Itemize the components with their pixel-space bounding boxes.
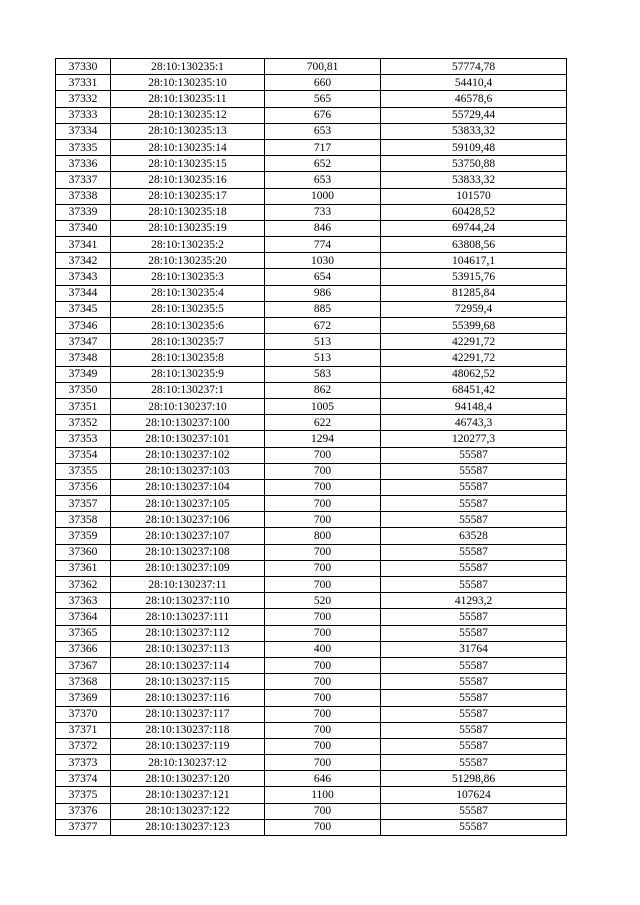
table-row bbox=[56, 787, 567, 803]
value-cell: 55587 bbox=[381, 609, 567, 625]
value-cell: 55587 bbox=[381, 512, 567, 528]
area-cell: 400 bbox=[265, 641, 381, 657]
value-cell: 55587 bbox=[381, 819, 567, 835]
value-cell: 53833,32 bbox=[381, 123, 567, 139]
row-number-cell: 37340 bbox=[56, 220, 111, 236]
row-number-cell: 37368 bbox=[56, 674, 111, 690]
table-row bbox=[56, 447, 567, 463]
cadastral-number-cell: 28:10:130235:10 bbox=[111, 75, 265, 91]
value-cell: 55587 bbox=[381, 674, 567, 690]
row-number-cell: 37356 bbox=[56, 479, 111, 495]
area-cell: 653 bbox=[265, 172, 381, 188]
row-number-cell: 37336 bbox=[56, 156, 111, 172]
value-cell: 53833,32 bbox=[381, 172, 567, 188]
cadastral-number-cell: 28:10:130235:18 bbox=[111, 204, 265, 220]
row-number-cell: 37331 bbox=[56, 75, 111, 91]
value-cell: 101570 bbox=[381, 188, 567, 204]
row-number-cell: 37372 bbox=[56, 738, 111, 754]
row-number-cell: 37374 bbox=[56, 771, 111, 787]
row-number-cell: 37338 bbox=[56, 188, 111, 204]
table-row bbox=[56, 172, 567, 188]
area-cell: 520 bbox=[265, 593, 381, 609]
area-cell: 717 bbox=[265, 139, 381, 155]
cadastral-number-cell: 28:10:130235:12 bbox=[111, 107, 265, 123]
row-number-cell: 37346 bbox=[56, 318, 111, 334]
area-cell: 700 bbox=[265, 609, 381, 625]
value-cell: 55729,44 bbox=[381, 107, 567, 123]
area-cell: 800 bbox=[265, 528, 381, 544]
table-row bbox=[56, 803, 567, 819]
area-cell: 885 bbox=[265, 301, 381, 317]
value-cell: 55587 bbox=[381, 722, 567, 738]
cadastral-number-cell: 28:10:130237:111 bbox=[111, 609, 265, 625]
table-row bbox=[56, 139, 567, 155]
row-number-cell: 37366 bbox=[56, 641, 111, 657]
value-cell: 57774,78 bbox=[381, 59, 567, 75]
cadastral-number-cell: 28:10:130237:104 bbox=[111, 479, 265, 495]
value-cell: 42291,72 bbox=[381, 350, 567, 366]
value-cell: 51298,86 bbox=[381, 771, 567, 787]
table-row bbox=[56, 318, 567, 334]
cadastral-number-cell: 28:10:130235:14 bbox=[111, 139, 265, 155]
table-row bbox=[56, 496, 567, 512]
row-number-cell: 37376 bbox=[56, 803, 111, 819]
value-cell: 55587 bbox=[381, 577, 567, 593]
value-cell: 60428,52 bbox=[381, 204, 567, 220]
row-number-cell: 37337 bbox=[56, 172, 111, 188]
value-cell: 55587 bbox=[381, 803, 567, 819]
data-table bbox=[55, 58, 567, 836]
row-number-cell: 37363 bbox=[56, 593, 111, 609]
table-row bbox=[56, 415, 567, 431]
cadastral-number-cell: 28:10:130235:2 bbox=[111, 237, 265, 253]
area-cell: 700 bbox=[265, 463, 381, 479]
value-cell: 55587 bbox=[381, 560, 567, 576]
area-cell: 774 bbox=[265, 237, 381, 253]
area-cell: 700 bbox=[265, 625, 381, 641]
value-cell: 63808,56 bbox=[381, 237, 567, 253]
cadastral-number-cell: 28:10:130235:20 bbox=[111, 253, 265, 269]
area-cell: 700 bbox=[265, 803, 381, 819]
value-cell: 55587 bbox=[381, 690, 567, 706]
area-cell: 700 bbox=[265, 447, 381, 463]
row-number-cell: 37343 bbox=[56, 269, 111, 285]
row-number-cell: 37342 bbox=[56, 253, 111, 269]
area-cell: 700 bbox=[265, 544, 381, 560]
row-number-cell: 37355 bbox=[56, 463, 111, 479]
area-cell: 622 bbox=[265, 415, 381, 431]
table-row bbox=[56, 722, 567, 738]
row-number-cell: 37347 bbox=[56, 334, 111, 350]
row-number-cell: 37371 bbox=[56, 722, 111, 738]
table-row bbox=[56, 188, 567, 204]
table-row bbox=[56, 59, 567, 75]
area-cell: 653 bbox=[265, 123, 381, 139]
cadastral-number-cell: 28:10:130235:11 bbox=[111, 91, 265, 107]
value-cell: 55587 bbox=[381, 544, 567, 560]
table-row bbox=[56, 237, 567, 253]
cadastral-number-cell: 28:10:130237:120 bbox=[111, 771, 265, 787]
value-cell: 46578,6 bbox=[381, 91, 567, 107]
value-cell: 55587 bbox=[381, 463, 567, 479]
cadastral-number-cell: 28:10:130237:117 bbox=[111, 706, 265, 722]
table-row bbox=[56, 463, 567, 479]
cadastral-number-cell: 28:10:130237:119 bbox=[111, 738, 265, 754]
value-cell: 68451,42 bbox=[381, 382, 567, 398]
cadastral-number-cell: 28:10:130235:7 bbox=[111, 334, 265, 350]
value-cell: 94148,4 bbox=[381, 398, 567, 414]
cadastral-number-cell: 28:10:130237:121 bbox=[111, 787, 265, 803]
cadastral-number-cell: 28:10:130237:101 bbox=[111, 431, 265, 447]
table-row bbox=[56, 220, 567, 236]
area-cell: 700 bbox=[265, 512, 381, 528]
table-row bbox=[56, 755, 567, 771]
cadastral-number-cell: 28:10:130237:115 bbox=[111, 674, 265, 690]
area-cell: 700 bbox=[265, 755, 381, 771]
table-row bbox=[56, 366, 567, 382]
table-row bbox=[56, 528, 567, 544]
table-row bbox=[56, 301, 567, 317]
row-number-cell: 37332 bbox=[56, 91, 111, 107]
cadastral-number-cell: 28:10:130235:5 bbox=[111, 301, 265, 317]
table-row bbox=[56, 285, 567, 301]
cadastral-number-cell: 28:10:130237:10 bbox=[111, 398, 265, 414]
area-cell: 986 bbox=[265, 285, 381, 301]
cadastral-number-cell: 28:10:130237:106 bbox=[111, 512, 265, 528]
row-number-cell: 37330 bbox=[56, 59, 111, 75]
value-cell: 55399,68 bbox=[381, 318, 567, 334]
table-row bbox=[56, 156, 567, 172]
area-cell: 700 bbox=[265, 479, 381, 495]
table-row bbox=[56, 577, 567, 593]
area-cell: 646 bbox=[265, 771, 381, 787]
cadastral-number-cell: 28:10:130235:9 bbox=[111, 366, 265, 382]
table-row bbox=[56, 350, 567, 366]
row-number-cell: 37345 bbox=[56, 301, 111, 317]
area-cell: 676 bbox=[265, 107, 381, 123]
area-cell: 700,81 bbox=[265, 59, 381, 75]
area-cell: 862 bbox=[265, 382, 381, 398]
area-cell: 700 bbox=[265, 722, 381, 738]
value-cell: 63528 bbox=[381, 528, 567, 544]
table-row bbox=[56, 609, 567, 625]
table-row bbox=[56, 334, 567, 350]
area-cell: 700 bbox=[265, 560, 381, 576]
table-row bbox=[56, 560, 567, 576]
area-cell: 700 bbox=[265, 657, 381, 673]
value-cell: 104617,1 bbox=[381, 253, 567, 269]
table-row bbox=[56, 398, 567, 414]
area-cell: 513 bbox=[265, 350, 381, 366]
cadastral-number-cell: 28:10:130237:110 bbox=[111, 593, 265, 609]
row-number-cell: 37357 bbox=[56, 496, 111, 512]
cadastral-number-cell: 28:10:130237:105 bbox=[111, 496, 265, 512]
row-number-cell: 37360 bbox=[56, 544, 111, 560]
row-number-cell: 37335 bbox=[56, 139, 111, 155]
value-cell: 55587 bbox=[381, 706, 567, 722]
value-cell: 59109,48 bbox=[381, 139, 567, 155]
table-row bbox=[56, 204, 567, 220]
area-cell: 660 bbox=[265, 75, 381, 91]
cadastral-number-cell: 28:10:130237:114 bbox=[111, 657, 265, 673]
value-cell: 48062,52 bbox=[381, 366, 567, 382]
value-cell: 55587 bbox=[381, 479, 567, 495]
cadastral-number-cell: 28:10:130237:118 bbox=[111, 722, 265, 738]
table-row bbox=[56, 625, 567, 641]
value-cell: 53750,88 bbox=[381, 156, 567, 172]
row-number-cell: 37365 bbox=[56, 625, 111, 641]
table-row bbox=[56, 431, 567, 447]
value-cell: 55587 bbox=[381, 657, 567, 673]
row-number-cell: 37333 bbox=[56, 107, 111, 123]
row-number-cell: 37367 bbox=[56, 657, 111, 673]
table-row bbox=[56, 819, 567, 835]
row-number-cell: 37353 bbox=[56, 431, 111, 447]
cadastral-number-cell: 28:10:130235:15 bbox=[111, 156, 265, 172]
value-cell: 55587 bbox=[381, 496, 567, 512]
cadastral-number-cell: 28:10:130237:122 bbox=[111, 803, 265, 819]
value-cell: 81285,84 bbox=[381, 285, 567, 301]
cadastral-number-cell: 28:10:130235:13 bbox=[111, 123, 265, 139]
area-cell: 652 bbox=[265, 156, 381, 172]
cadastral-number-cell: 28:10:130237:102 bbox=[111, 447, 265, 463]
area-cell: 700 bbox=[265, 819, 381, 835]
cadastral-number-cell: 28:10:130237:123 bbox=[111, 819, 265, 835]
area-cell: 583 bbox=[265, 366, 381, 382]
value-cell: 42291,72 bbox=[381, 334, 567, 350]
value-cell: 41293,2 bbox=[381, 593, 567, 609]
area-cell: 1005 bbox=[265, 398, 381, 414]
table-row bbox=[56, 75, 567, 91]
row-number-cell: 37358 bbox=[56, 512, 111, 528]
area-cell: 1030 bbox=[265, 253, 381, 269]
area-cell: 700 bbox=[265, 674, 381, 690]
value-cell: 55587 bbox=[381, 447, 567, 463]
row-number-cell: 37377 bbox=[56, 819, 111, 835]
value-cell: 53915,76 bbox=[381, 269, 567, 285]
row-number-cell: 37361 bbox=[56, 560, 111, 576]
table-row bbox=[56, 706, 567, 722]
row-number-cell: 37341 bbox=[56, 237, 111, 253]
area-cell: 1100 bbox=[265, 787, 381, 803]
area-cell: 700 bbox=[265, 496, 381, 512]
table-row bbox=[56, 674, 567, 690]
row-number-cell: 37334 bbox=[56, 123, 111, 139]
row-number-cell: 37364 bbox=[56, 609, 111, 625]
area-cell: 672 bbox=[265, 318, 381, 334]
area-cell: 733 bbox=[265, 204, 381, 220]
row-number-cell: 37375 bbox=[56, 787, 111, 803]
cadastral-number-cell: 28:10:130237:100 bbox=[111, 415, 265, 431]
row-number-cell: 37350 bbox=[56, 382, 111, 398]
row-number-cell: 37362 bbox=[56, 577, 111, 593]
value-cell: 55587 bbox=[381, 755, 567, 771]
area-cell: 565 bbox=[265, 91, 381, 107]
cadastral-number-cell: 28:10:130237:112 bbox=[111, 625, 265, 641]
cadastral-number-cell: 28:10:130235:17 bbox=[111, 188, 265, 204]
table-body bbox=[56, 59, 567, 836]
cadastral-number-cell: 28:10:130237:11 bbox=[111, 577, 265, 593]
row-number-cell: 37349 bbox=[56, 366, 111, 382]
table-row bbox=[56, 123, 567, 139]
area-cell: 700 bbox=[265, 577, 381, 593]
area-cell: 1294 bbox=[265, 431, 381, 447]
area-cell: 846 bbox=[265, 220, 381, 236]
cadastral-number-cell: 28:10:130237:113 bbox=[111, 641, 265, 657]
row-number-cell: 37352 bbox=[56, 415, 111, 431]
area-cell: 654 bbox=[265, 269, 381, 285]
value-cell: 72959,4 bbox=[381, 301, 567, 317]
cadastral-number-cell: 28:10:130237:1 bbox=[111, 382, 265, 398]
cadastral-number-cell: 28:10:130237:116 bbox=[111, 690, 265, 706]
value-cell: 55587 bbox=[381, 738, 567, 754]
cadastral-number-cell: 28:10:130237:108 bbox=[111, 544, 265, 560]
area-cell: 700 bbox=[265, 738, 381, 754]
table-row bbox=[56, 107, 567, 123]
area-cell: 700 bbox=[265, 690, 381, 706]
table-row bbox=[56, 269, 567, 285]
row-number-cell: 37359 bbox=[56, 528, 111, 544]
row-number-cell: 37354 bbox=[56, 447, 111, 463]
cadastral-number-cell: 28:10:130235:19 bbox=[111, 220, 265, 236]
value-cell: 55587 bbox=[381, 625, 567, 641]
cadastral-number-cell: 28:10:130237:109 bbox=[111, 560, 265, 576]
table-row bbox=[56, 771, 567, 787]
row-number-cell: 37348 bbox=[56, 350, 111, 366]
table-row bbox=[56, 641, 567, 657]
row-number-cell: 37344 bbox=[56, 285, 111, 301]
cadastral-number-cell: 28:10:130237:103 bbox=[111, 463, 265, 479]
row-number-cell: 37373 bbox=[56, 755, 111, 771]
value-cell: 107624 bbox=[381, 787, 567, 803]
cadastral-number-cell: 28:10:130235:4 bbox=[111, 285, 265, 301]
row-number-cell: 37370 bbox=[56, 706, 111, 722]
area-cell: 700 bbox=[265, 706, 381, 722]
table-row bbox=[56, 253, 567, 269]
cadastral-number-cell: 28:10:130235:8 bbox=[111, 350, 265, 366]
row-number-cell: 37369 bbox=[56, 690, 111, 706]
value-cell: 69744,24 bbox=[381, 220, 567, 236]
table-row bbox=[56, 593, 567, 609]
cadastral-number-cell: 28:10:130237:107 bbox=[111, 528, 265, 544]
table-row bbox=[56, 382, 567, 398]
cadastral-number-cell: 28:10:130235:6 bbox=[111, 318, 265, 334]
area-cell: 1000 bbox=[265, 188, 381, 204]
table-row bbox=[56, 657, 567, 673]
row-number-cell: 37339 bbox=[56, 204, 111, 220]
table-row bbox=[56, 690, 567, 706]
cadastral-number-cell: 28:10:130235:16 bbox=[111, 172, 265, 188]
table-row bbox=[56, 544, 567, 560]
cadastral-number-cell: 28:10:130237:12 bbox=[111, 755, 265, 771]
table-row bbox=[56, 91, 567, 107]
table-row bbox=[56, 512, 567, 528]
area-cell: 513 bbox=[265, 334, 381, 350]
cadastral-number-cell: 28:10:130235:3 bbox=[111, 269, 265, 285]
value-cell: 31764 bbox=[381, 641, 567, 657]
value-cell: 46743,3 bbox=[381, 415, 567, 431]
table-row bbox=[56, 738, 567, 754]
table-row bbox=[56, 479, 567, 495]
value-cell: 120277,3 bbox=[381, 431, 567, 447]
cadastral-number-cell: 28:10:130235:1 bbox=[111, 59, 265, 75]
row-number-cell: 37351 bbox=[56, 398, 111, 414]
value-cell: 54410,4 bbox=[381, 75, 567, 91]
